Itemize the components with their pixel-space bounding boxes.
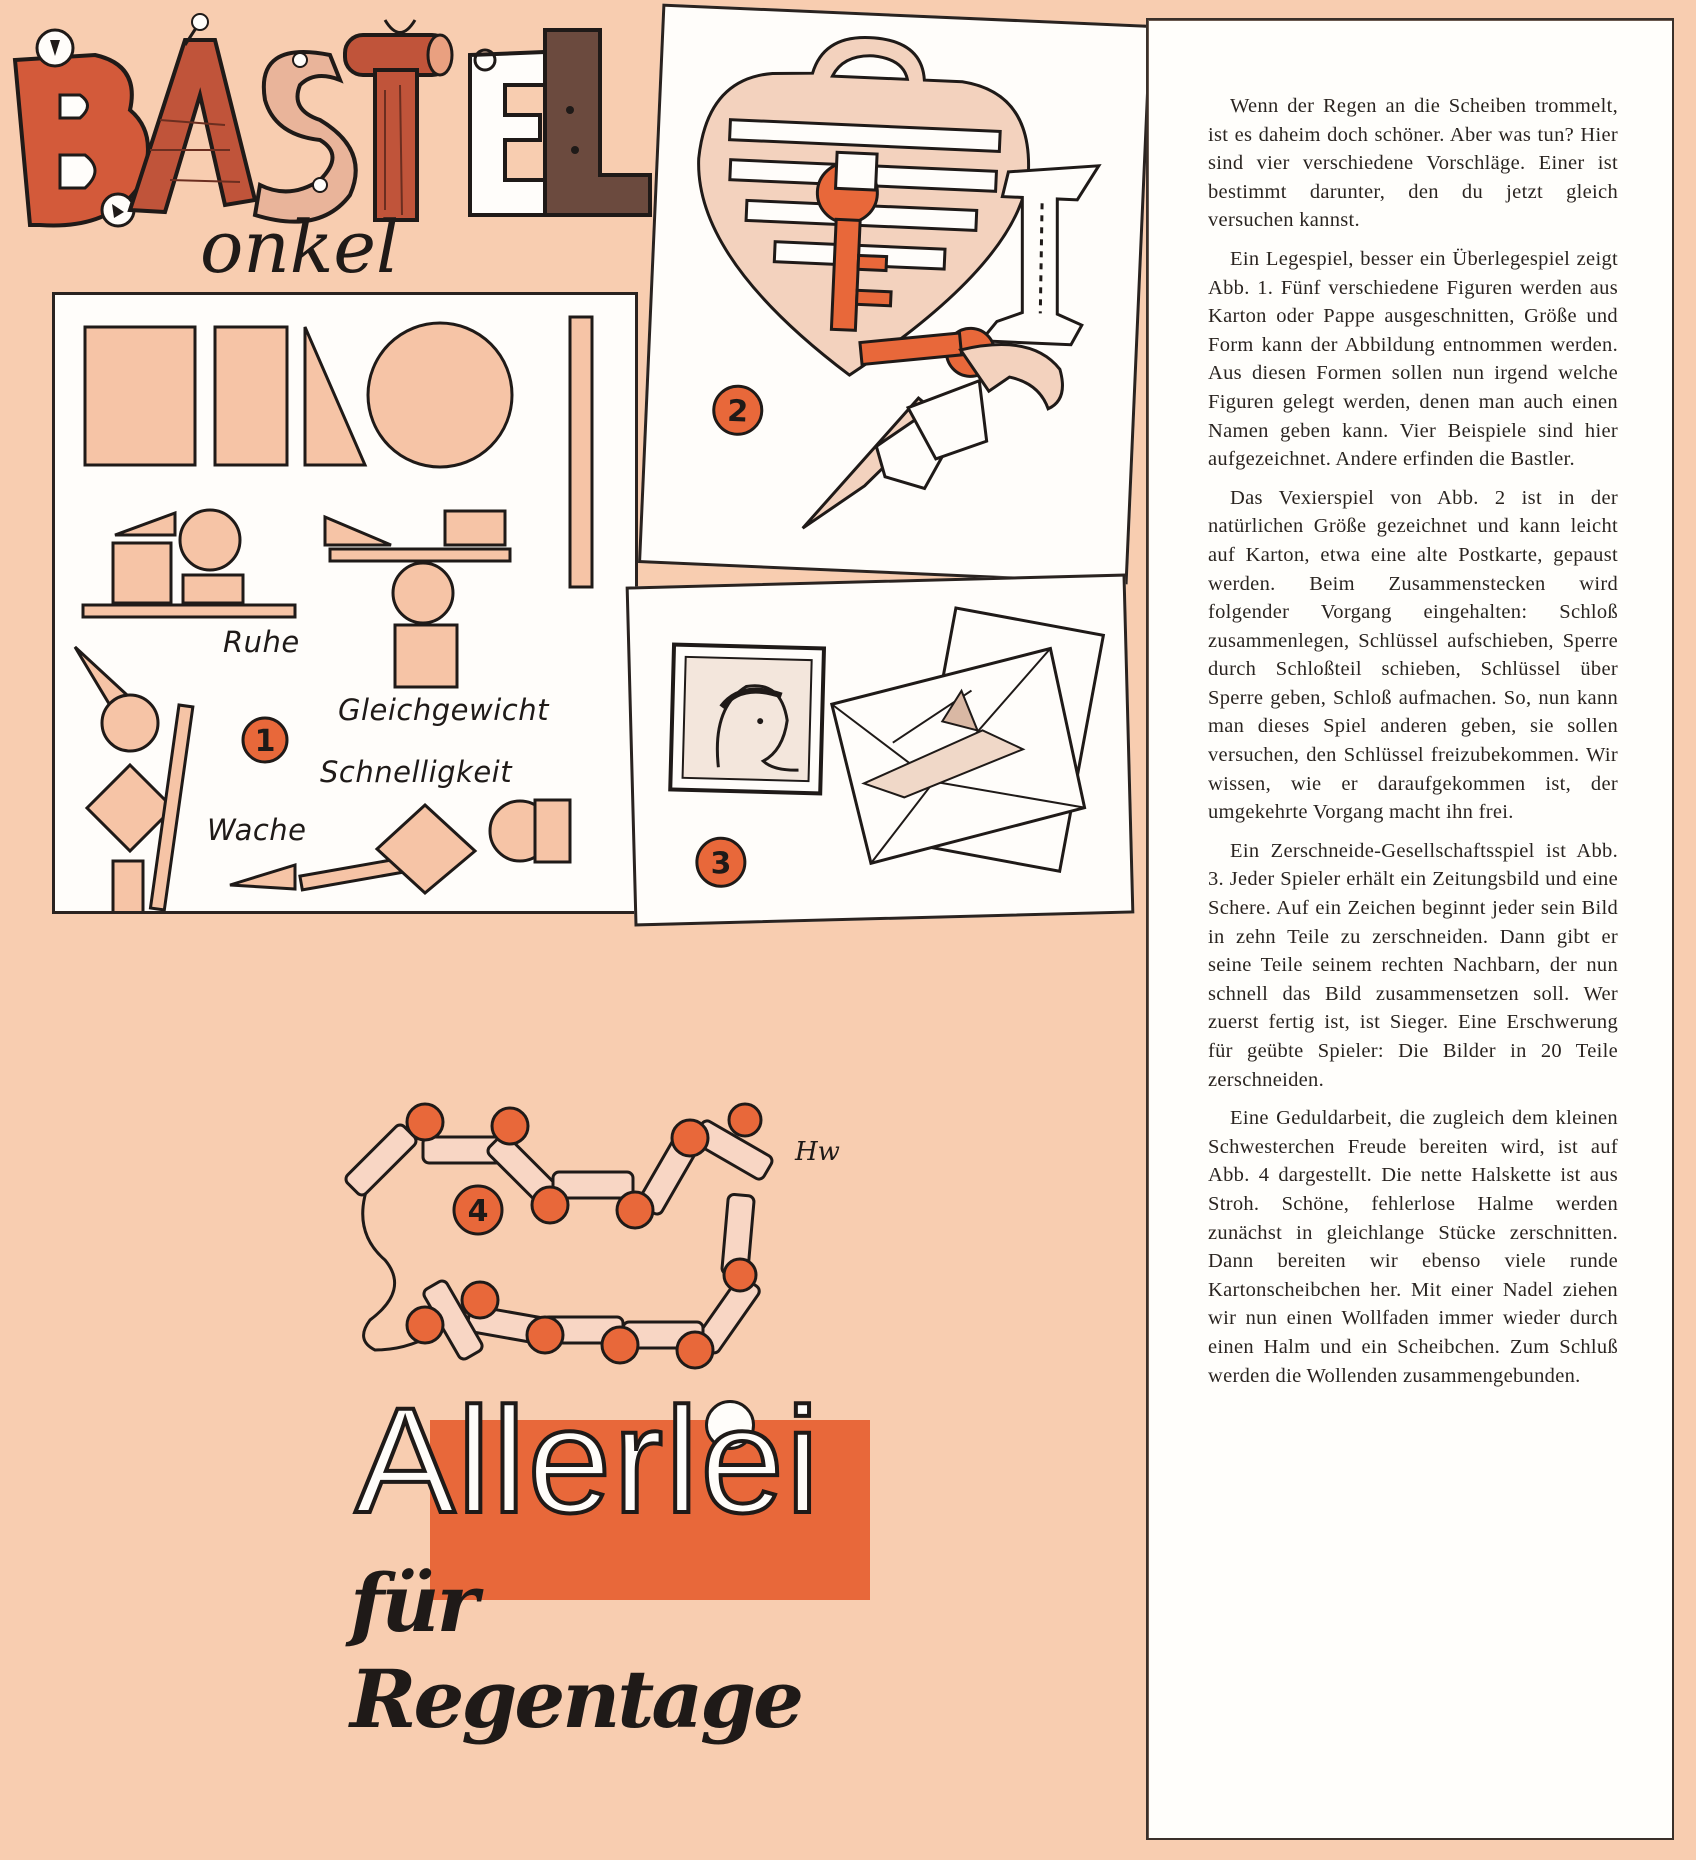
logo-letter-e bbox=[470, 50, 548, 215]
logo-letter-l bbox=[545, 30, 650, 215]
airplane-clipping bbox=[829, 604, 1109, 877]
header-logo bbox=[0, 0, 660, 290]
article-paragraph: Eine Geduldarbeit, die zugleich dem kleinen Schwesterchen Freude bereiten wird, ist auf Abb. 4 dargestellt. Die nette Halskette ist aus Stroh. Schöne, fehlerlose Halme werden zunächst in gleichlange Stücke zerschnitten. Dann bereiten wir ebenso viele runde Kartonscheibchen her. Mit einer Nadel ziehen wir nun einen Wollfaden immer wieder durch einen Halm und ein Scheibchen. Zum Schluß werden die Wollenden zusammengebunden. bbox=[1208, 1107, 1618, 1387]
headline-block bbox=[350, 1376, 880, 1746]
logo-letter-b bbox=[15, 30, 148, 226]
article-frame bbox=[1146, 18, 1674, 1840]
illustrator-signature: Hw bbox=[795, 1137, 840, 1167]
figure-2-number: 2 bbox=[726, 393, 749, 430]
label-wache: Wache bbox=[207, 813, 307, 847]
figure-4-number: 4 bbox=[467, 1194, 489, 1229]
piece-circle bbox=[368, 323, 512, 467]
piece-triangle bbox=[305, 327, 365, 465]
figure-3-panel bbox=[626, 574, 1135, 927]
piece-square bbox=[85, 327, 195, 465]
label-schnelligkeit: Schnelligkeit bbox=[320, 755, 513, 789]
label-gleichgewicht: Gleichgewicht bbox=[338, 693, 549, 727]
logo-letter-t bbox=[345, 20, 452, 220]
figure-1-number: 1 bbox=[254, 724, 276, 759]
portrait-clipping bbox=[666, 641, 827, 798]
figure-2-panel bbox=[638, 4, 1152, 585]
figure-3-number: 3 bbox=[710, 845, 732, 882]
headline-sub: für Regentage bbox=[350, 1556, 802, 1746]
article-paragraph: Ein Zerschneide-Gesellschaftsspiel ist Abb. 3. Jeder Spieler erhält ein Zeitungsbild und eine Schere. Auf ein Zeichen beginnt jeder sein Bild in zehn Teile zu zerschneiden. Dann gibt er seine Teile seinem rechten Nachbarn, der nun schnell das Bild zusammensetzen soll. Wer zuerst fertig ist, ist Sieger. Eine Erschwerung für geübte Spieler: Die Bilder in 20 Teile zerschneiden. bbox=[1208, 839, 1618, 1091]
headline-main: Allerlei bbox=[355, 1376, 822, 1544]
logo-subtitle: onkel bbox=[200, 205, 399, 289]
article-body bbox=[1208, 92, 1618, 1400]
figure-4-illustration bbox=[330, 1080, 890, 1400]
figure-1-illustration bbox=[55, 295, 635, 911]
figure-1-panel bbox=[52, 292, 638, 914]
article-paragraph: Wenn der Regen an die Scheiben trommelt, ist es daheim doch schöner. Aber was tun? Hier sind vier verschiedene Vorschläge. Einer ist bestimmt darunter, den du jetzt gleich versuchen kannst. bbox=[1208, 95, 1618, 232]
logo-letter-s bbox=[255, 52, 356, 222]
bastel-logo-graphic bbox=[0, 0, 660, 290]
figure-2-illustration bbox=[641, 7, 1149, 582]
piece-stick bbox=[570, 317, 592, 587]
logo-letter-a bbox=[130, 14, 255, 212]
article-paragraph: Das Vexierspiel von Abb. 2 ist in der natürlichen Größe gezeichnet und kann leicht auf Karton, etwa eine alte Postkarte, gepaust werden. Beim Zusammenstecken wird folgender Vorgang eingehalten: Schloß zusammenlegen, Schlüssel aufschieben, Sperre durch Schloßteil schieben, Schlüssel über Sperre geben, Schloß aufmachen. So, nun kann man dieses Spiel anderen geben, sie sollen versuchen, den Schlüssel freizubekommen. Wir wissen, wie er daraufgekommen ist, der umgekehrte Vorgang macht ihn frei. bbox=[1208, 486, 1618, 824]
figure-3-illustration bbox=[629, 577, 1132, 924]
article-paragraph: Ein Legespiel, besser ein Überlegespiel zeigt Abb. 1. Fünf verschiedene Figuren werden aus Karton oder Pappe ausgeschnitten, Größe und Form kann der Abbildung entnommen werden. Aus diesen Formen sollen nun irgend welche Figuren gelegt werden, denen man auch einen Namen geben kann. Vier Beispiele sind hier aufgezeichnet. Andere erfinden die Bastler. bbox=[1208, 247, 1618, 471]
label-ruhe: Ruhe bbox=[223, 625, 300, 659]
piece-rectangle bbox=[215, 327, 287, 465]
